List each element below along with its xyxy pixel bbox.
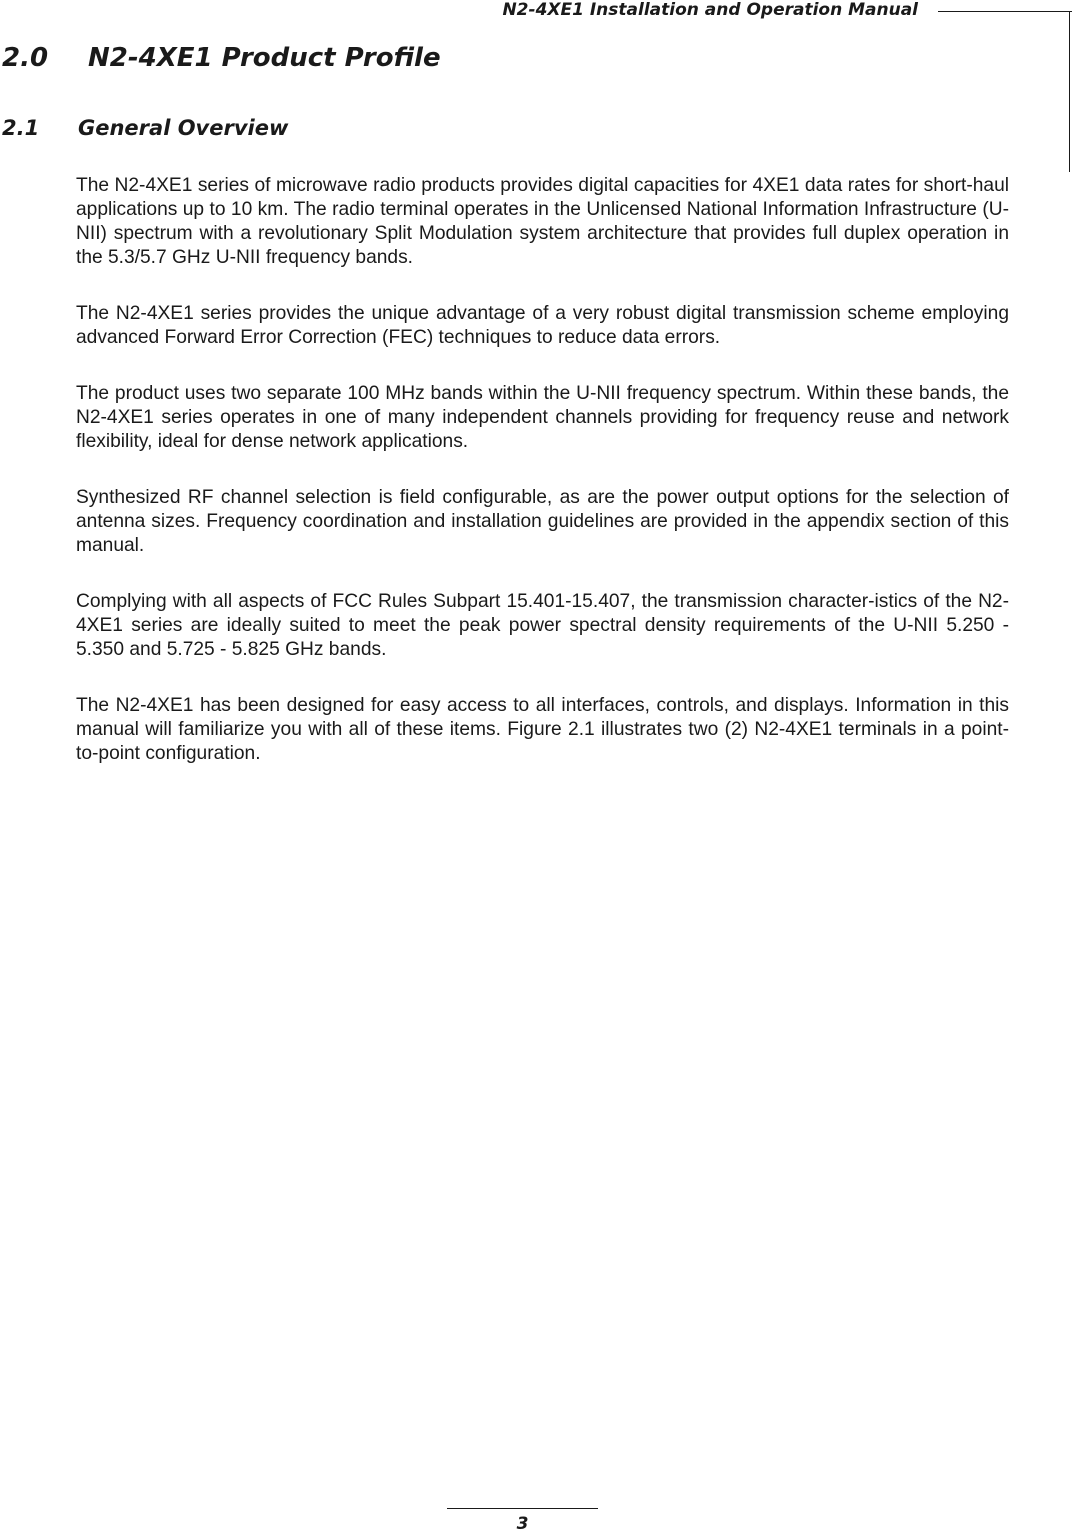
paragraph-overview: The N2-4XE1 series of microwave radio products provides digital capacities for 4XE1 data rates for short-haul applications up to 10 km. The radio terminal operates in the Unlicensed National Information Infrastructure (U-NII) spectrum with a revolutionary Split Modulation system architecture that provides full duplex operation in the 5.3/5.7 GHz U-NII frequency bands. [76,175,1009,268]
running-header-title: N2-4XE1 Installation and Operation Manual [502,0,918,20]
subsection-title: General Overview [78,116,289,140]
paragraph-rf-selection: Synthesized RF channel selection is field configurable, as are the power output options for the selection of antenna sizes. Frequency coordination and installation guidelines are provided in the appendix section of this manual. [76,487,1009,556]
section-title: N2-4XE1 Product Profile [88,43,441,73]
body-text [76,174,1009,798]
paragraph-bands: The product uses two separate 100 MHz bands within the U-NII frequency spectrum. Within these bands, the N2-4XE1 series operates in one of many independent channels providing for frequency reuse and network flexibility, ideal for dense network applications. [76,383,1009,452]
subsection-heading [2,114,288,142]
header-corner-rule-vertical [1069,11,1070,172]
header-corner-rule-horizontal [938,11,1072,12]
page-number: 3 [516,1514,529,1534]
section-number: 2.0 [2,43,49,73]
section-heading [2,42,441,74]
footer-rule [447,1508,598,1509]
paragraph-fec: The N2-4XE1 series provides the unique advantage of a very robust digital transmission scheme employing advanced Forward Error Correction (FEC) techniques to reduce data errors. [76,303,1009,348]
paragraph-fcc-compliance: Complying with all aspects of FCC Rules Subpart 15.401-15.407, the transmission character-istics of the N2-4XE1 series are ideally suited to meet the peak power spectral density requirements of the U-NII 5.250 - 5.350 and 5.725 - 5.825 GHz bands. [76,591,1009,660]
paragraph-access: The N2-4XE1 has been designed for easy access to all interfaces, controls, and displays. Information in this manual will familiarize you with all of these items. Figure 2.1 illustrates two (2) N2-4XE1 terminals in a point-to-point configuration. [76,695,1009,764]
subsection-number: 2.1 [2,116,40,140]
